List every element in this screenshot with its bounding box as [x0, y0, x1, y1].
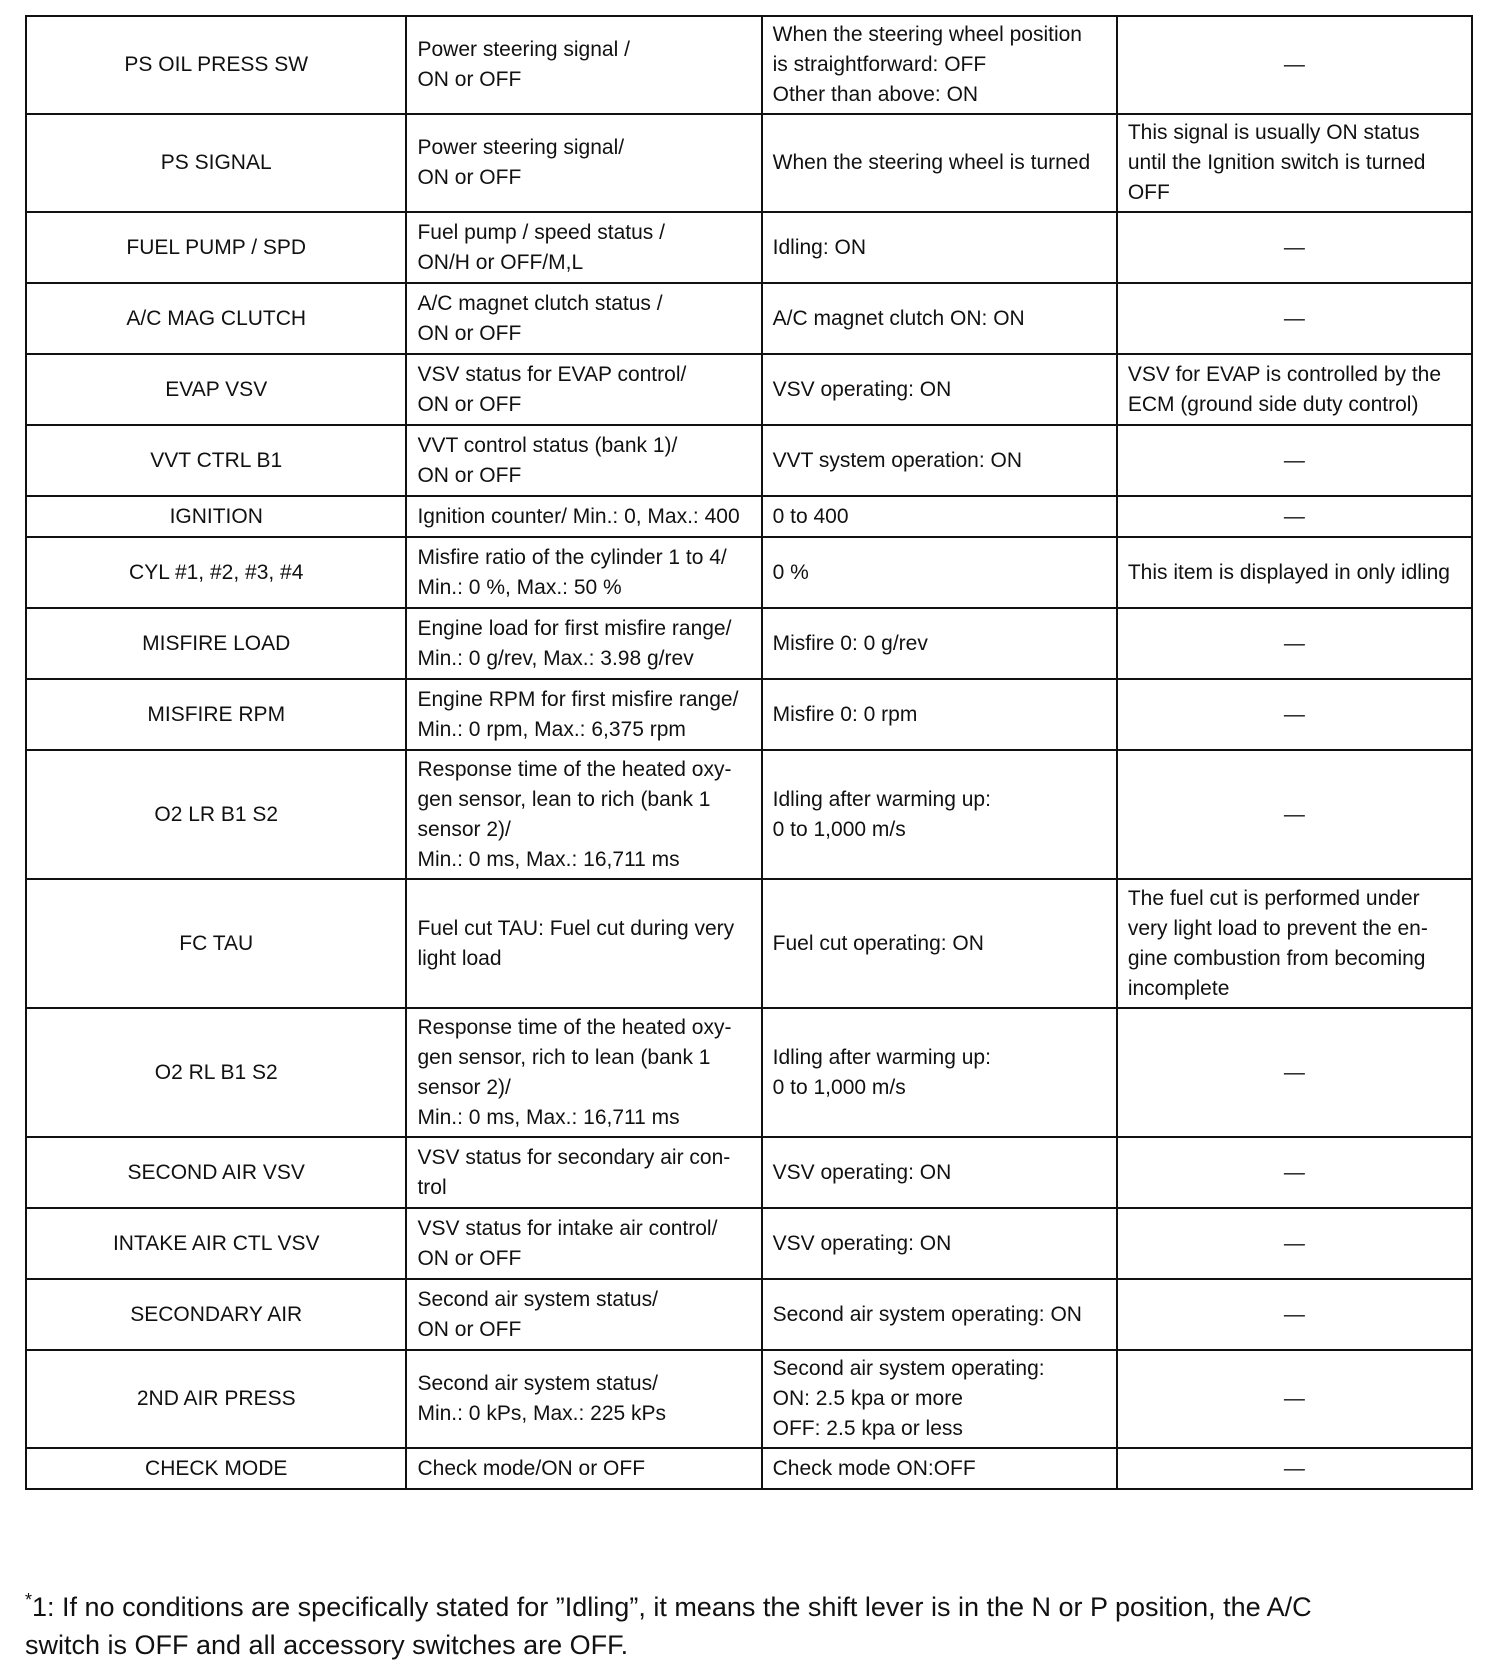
- cell-text: gen sensor, rich to lean (bank 1: [417, 1045, 711, 1069]
- cell-text: light load: [417, 946, 502, 970]
- cell-text: —: [1283, 448, 1305, 472]
- cell-text: FC TAU: [179, 931, 254, 955]
- diagnostic-note-cell: [1117, 114, 1472, 212]
- cell-text: Min.: 0 ms, Max.: 16,711 ms: [417, 847, 680, 871]
- table-row: [26, 16, 1472, 114]
- table-row: [26, 537, 1472, 608]
- cell-text: Other than above: ON: [772, 83, 979, 106]
- cell-text: Idling after warming up:: [772, 787, 991, 811]
- measurement-cell: [406, 679, 761, 750]
- cell-text: 0 %: [772, 560, 809, 584]
- item-cell: [26, 608, 406, 679]
- cell-text: Fuel pump / speed status /: [417, 220, 665, 244]
- cell-text: —: [1283, 53, 1305, 76]
- table-row: [26, 354, 1472, 425]
- item-cell: [26, 16, 406, 114]
- cell-text: The fuel cut is performed under: [1127, 886, 1420, 910]
- normal-condition-cell: [762, 212, 1117, 283]
- item-cell: [26, 354, 406, 425]
- cell-text: sensor 2)/: [417, 1075, 511, 1099]
- cell-text: VSV for EVAP is controlled by the: [1127, 362, 1442, 386]
- diagnostic-note-cell: [1117, 608, 1472, 679]
- normal-condition-cell: [762, 114, 1117, 212]
- cell-text: ON: 2.5 kpa or more: [772, 1387, 963, 1410]
- item-cell: [26, 1008, 406, 1137]
- cell-text: ON/H or OFF/M,L: [417, 250, 584, 274]
- table-row: [26, 114, 1472, 212]
- cell-text: ON or OFF: [417, 68, 522, 91]
- footnote-text: 1: If no conditions are specifically stated for ”Idling”, it means the shift lever is in the N or P position, the A/C: [32, 1592, 1312, 1622]
- cell-text: gen sensor, lean to rich (bank 1: [417, 787, 711, 811]
- cell-text: VSV status for secondary air con-: [417, 1145, 731, 1169]
- cell-text: PS OIL PRESS SW: [124, 53, 309, 76]
- item-cell: [26, 114, 406, 212]
- measurement-cell: [406, 537, 761, 608]
- cell-text: O2 RL B1 S2: [154, 1060, 278, 1084]
- item-cell: [26, 750, 406, 879]
- cell-text: trol: [417, 1175, 447, 1199]
- cell-text: When the steering wheel is turned: [772, 151, 1091, 174]
- cell-text: Response time of the heated oxy-: [417, 757, 732, 781]
- measurement-cell: [406, 425, 761, 496]
- cell-text: VSV operating: ON: [772, 1231, 952, 1255]
- cell-text: OFF: 2.5 kpa or less: [772, 1417, 963, 1440]
- cell-text: A/C magnet clutch status /: [417, 291, 663, 315]
- footnote-line: switch is OFF and all accessory switches are OFF.: [25, 1630, 629, 1660]
- footnote-line: [25, 1588, 1485, 1626]
- diagnostic-note-cell: [1117, 1350, 1472, 1448]
- cell-text: Power steering signal/: [417, 136, 625, 159]
- measurement-cell: [406, 1008, 761, 1137]
- measurement-cell: [406, 1137, 761, 1208]
- cell-text: SECONDARY AIR: [130, 1302, 303, 1326]
- cell-text: ON or OFF: [417, 1317, 522, 1341]
- cell-text: Ignition counter/ Min.: 0, Max.: 400: [417, 504, 740, 528]
- normal-condition-cell: [762, 1208, 1117, 1279]
- diagnostic-note-cell: [1117, 425, 1472, 496]
- cell-text: This signal is usually ON status: [1127, 121, 1420, 144]
- cell-text: —: [1283, 306, 1305, 330]
- normal-condition-cell: [762, 354, 1117, 425]
- cell-text: Min.: 0 %, Max.: 50 %: [417, 575, 622, 599]
- diagnostic-note-cell: [1117, 537, 1472, 608]
- cell-text: —: [1283, 1231, 1305, 1255]
- diagnostic-note-cell: [1117, 679, 1472, 750]
- normal-condition-cell: [762, 1008, 1117, 1137]
- normal-condition-cell: [762, 1279, 1117, 1350]
- cell-text: SECOND AIR VSV: [127, 1160, 305, 1184]
- measurement-cell: [406, 879, 761, 1008]
- measurement-cell: [406, 1279, 761, 1350]
- cell-text: Fuel cut TAU: Fuel cut during very: [417, 916, 735, 940]
- normal-condition-cell: [762, 750, 1117, 879]
- item-cell: [26, 537, 406, 608]
- measurement-cell: [406, 354, 761, 425]
- measurement-cell: [406, 283, 761, 354]
- cell-text: This item is displayed in only idling: [1127, 560, 1450, 584]
- item-cell: [26, 879, 406, 1008]
- footnote: [25, 1588, 1485, 1664]
- cell-text: Min.: 0 rpm, Max.: 6,375 rpm: [417, 717, 686, 741]
- diagnostic-note-cell: [1117, 1008, 1472, 1137]
- cell-text: OFF: [1127, 181, 1170, 204]
- cell-text: —: [1283, 1456, 1305, 1480]
- measurement-cell: [406, 1448, 761, 1489]
- cell-text: incomplete: [1127, 976, 1230, 1000]
- diagnostic-note-cell: [1117, 1448, 1472, 1489]
- table-row: [26, 1208, 1472, 1279]
- normal-condition-cell: [762, 879, 1117, 1008]
- item-cell: [26, 1137, 406, 1208]
- cell-text: Fuel cut operating: ON: [772, 931, 984, 955]
- cell-text: Check mode ON:OFF: [772, 1456, 976, 1480]
- cell-text: VVT CTRL B1: [150, 448, 283, 472]
- footnote-mark: *: [25, 1590, 33, 1610]
- cell-text: Misfire 0: 0 rpm: [772, 702, 918, 726]
- normal-condition-cell: [762, 1350, 1117, 1448]
- measurement-cell: [406, 750, 761, 879]
- table-row: [26, 608, 1472, 679]
- measurement-cell: [406, 16, 761, 114]
- cell-text: Second air system status/: [417, 1287, 658, 1311]
- measurement-cell: [406, 1208, 761, 1279]
- normal-condition-cell: [762, 537, 1117, 608]
- cell-text: CYL #1, #2, #3, #4: [129, 560, 304, 584]
- normal-condition-cell: [762, 425, 1117, 496]
- measurement-cell: [406, 114, 761, 212]
- normal-condition-cell: [762, 16, 1117, 114]
- table-row: [26, 879, 1472, 1008]
- cell-text: Check mode/ON or OFF: [417, 1456, 646, 1480]
- cell-text: Misfire 0: 0 g/rev: [772, 631, 928, 655]
- cell-text: —: [1283, 504, 1305, 528]
- cell-text: ECM (ground side duty control): [1127, 392, 1419, 416]
- normal-condition-cell: [762, 496, 1117, 537]
- normal-condition-cell: [762, 1137, 1117, 1208]
- table-row: [26, 1137, 1472, 1208]
- cell-text: ON or OFF: [417, 166, 522, 189]
- cell-text: gine combustion from becoming: [1127, 946, 1426, 970]
- cell-text: VVT system operation: ON: [772, 448, 1023, 472]
- cell-text: Second air system operating: ON: [772, 1302, 1082, 1326]
- cell-text: VSV status for EVAP control/: [417, 362, 687, 386]
- cell-text: Second air system operating:: [772, 1357, 1045, 1380]
- cell-text: sensor 2)/: [417, 817, 511, 841]
- cell-text: 0 to 1,000 m/s: [772, 1075, 906, 1099]
- diagnostic-note-cell: [1117, 354, 1472, 425]
- cell-text: Min.: 0 g/rev, Max.: 3.98 g/rev: [417, 646, 694, 670]
- normal-condition-cell: [762, 283, 1117, 354]
- cell-text: MISFIRE RPM: [147, 702, 286, 726]
- cell-text: VSV status for intake air control/: [417, 1216, 718, 1240]
- diagnostic-note-cell: [1117, 212, 1472, 283]
- item-cell: [26, 496, 406, 537]
- cell-text: —: [1283, 702, 1305, 726]
- cell-text: CHECK MODE: [145, 1456, 288, 1480]
- cell-text: 0 to 1,000 m/s: [772, 817, 906, 841]
- item-cell: [26, 212, 406, 283]
- cell-text: —: [1283, 235, 1305, 259]
- cell-text: Engine load for first misfire range/: [417, 616, 732, 640]
- measurement-cell: [406, 608, 761, 679]
- diagnostic-note-cell: [1117, 283, 1472, 354]
- cell-text: 2ND AIR PRESS: [136, 1387, 296, 1410]
- cell-text: EVAP VSV: [165, 377, 268, 401]
- cell-text: When the steering wheel position: [772, 23, 1082, 46]
- normal-condition-cell: [762, 679, 1117, 750]
- normal-condition-cell: [762, 1448, 1117, 1489]
- diagnostic-note-cell: [1117, 750, 1472, 879]
- data-list-table: [25, 15, 1473, 1490]
- item-cell: [26, 283, 406, 354]
- cell-text: Response time of the heated oxy-: [417, 1015, 732, 1039]
- cell-text: is straightforward: OFF: [772, 53, 987, 76]
- cell-text: until the Ignition switch is turned: [1127, 151, 1426, 174]
- cell-text: 0 to 400: [772, 504, 849, 528]
- diagnostic-note-cell: [1117, 16, 1472, 114]
- item-cell: [26, 425, 406, 496]
- cell-text: VSV operating: ON: [772, 1160, 952, 1184]
- table-body: [26, 16, 1472, 1489]
- table-row: [26, 1279, 1472, 1350]
- cell-text: Power steering signal /: [417, 38, 630, 61]
- measurement-cell: [406, 496, 761, 537]
- cell-text: ON or OFF: [417, 392, 522, 416]
- diagnostic-note-cell: [1117, 1279, 1472, 1350]
- cell-text: A/C magnet clutch ON: ON: [772, 306, 1025, 330]
- cell-text: Misfire ratio of the cylinder 1 to 4/: [417, 545, 727, 569]
- cell-text: very light load to prevent the en-: [1127, 916, 1428, 940]
- diagnostic-note-cell: [1117, 879, 1472, 1008]
- cell-text: Engine RPM for first misfire range/: [417, 687, 739, 711]
- cell-text: FUEL PUMP / SPD: [126, 235, 307, 259]
- cell-text: Min.: 0 ms, Max.: 16,711 ms: [417, 1105, 680, 1129]
- normal-condition-cell: [762, 608, 1117, 679]
- cell-text: Idling after warming up:: [772, 1045, 991, 1069]
- diagnostic-note-cell: [1117, 496, 1472, 537]
- table-row: [26, 496, 1472, 537]
- cell-text: INTAKE AIR CTL VSV: [112, 1231, 320, 1255]
- diagnostic-note-cell: [1117, 1137, 1472, 1208]
- item-cell: [26, 1279, 406, 1350]
- cell-text: ON or OFF: [417, 1246, 522, 1270]
- cell-text: VSV operating: ON: [772, 377, 952, 401]
- cell-text: ON or OFF: [417, 463, 522, 487]
- measurement-cell: [406, 212, 761, 283]
- diagnostic-note-cell: [1117, 1208, 1472, 1279]
- cell-text: Idling: ON: [772, 235, 867, 259]
- cell-text: Second air system status/: [417, 1372, 658, 1395]
- cell-text: Min.: 0 kPs, Max.: 225 kPs: [417, 1402, 667, 1425]
- table-row: [26, 1008, 1472, 1137]
- cell-text: MISFIRE LOAD: [142, 631, 291, 655]
- cell-text: A/C MAG CLUTCH: [126, 306, 307, 330]
- cell-text: —: [1283, 802, 1305, 826]
- measurement-cell: [406, 1350, 761, 1448]
- item-cell: [26, 1350, 406, 1448]
- item-cell: [26, 1208, 406, 1279]
- item-cell: [26, 1448, 406, 1489]
- cell-text: VVT control status (bank 1)/: [417, 433, 678, 457]
- table-row: [26, 679, 1472, 750]
- table-row: [26, 1448, 1472, 1489]
- cell-text: —: [1283, 1387, 1305, 1410]
- item-cell: [26, 679, 406, 750]
- cell-text: PS SIGNAL: [160, 151, 272, 174]
- cell-text: O2 LR B1 S2: [154, 802, 279, 826]
- cell-text: —: [1283, 1160, 1305, 1184]
- table-row: [26, 283, 1472, 354]
- table-row: [26, 750, 1472, 879]
- cell-text: —: [1283, 1060, 1305, 1084]
- cell-text: —: [1283, 631, 1305, 655]
- cell-text: IGNITION: [169, 504, 263, 528]
- table-row: [26, 425, 1472, 496]
- table-row: [26, 1350, 1472, 1448]
- cell-text: —: [1283, 1302, 1305, 1326]
- table-row: [26, 212, 1472, 283]
- cell-text: ON or OFF: [417, 321, 522, 345]
